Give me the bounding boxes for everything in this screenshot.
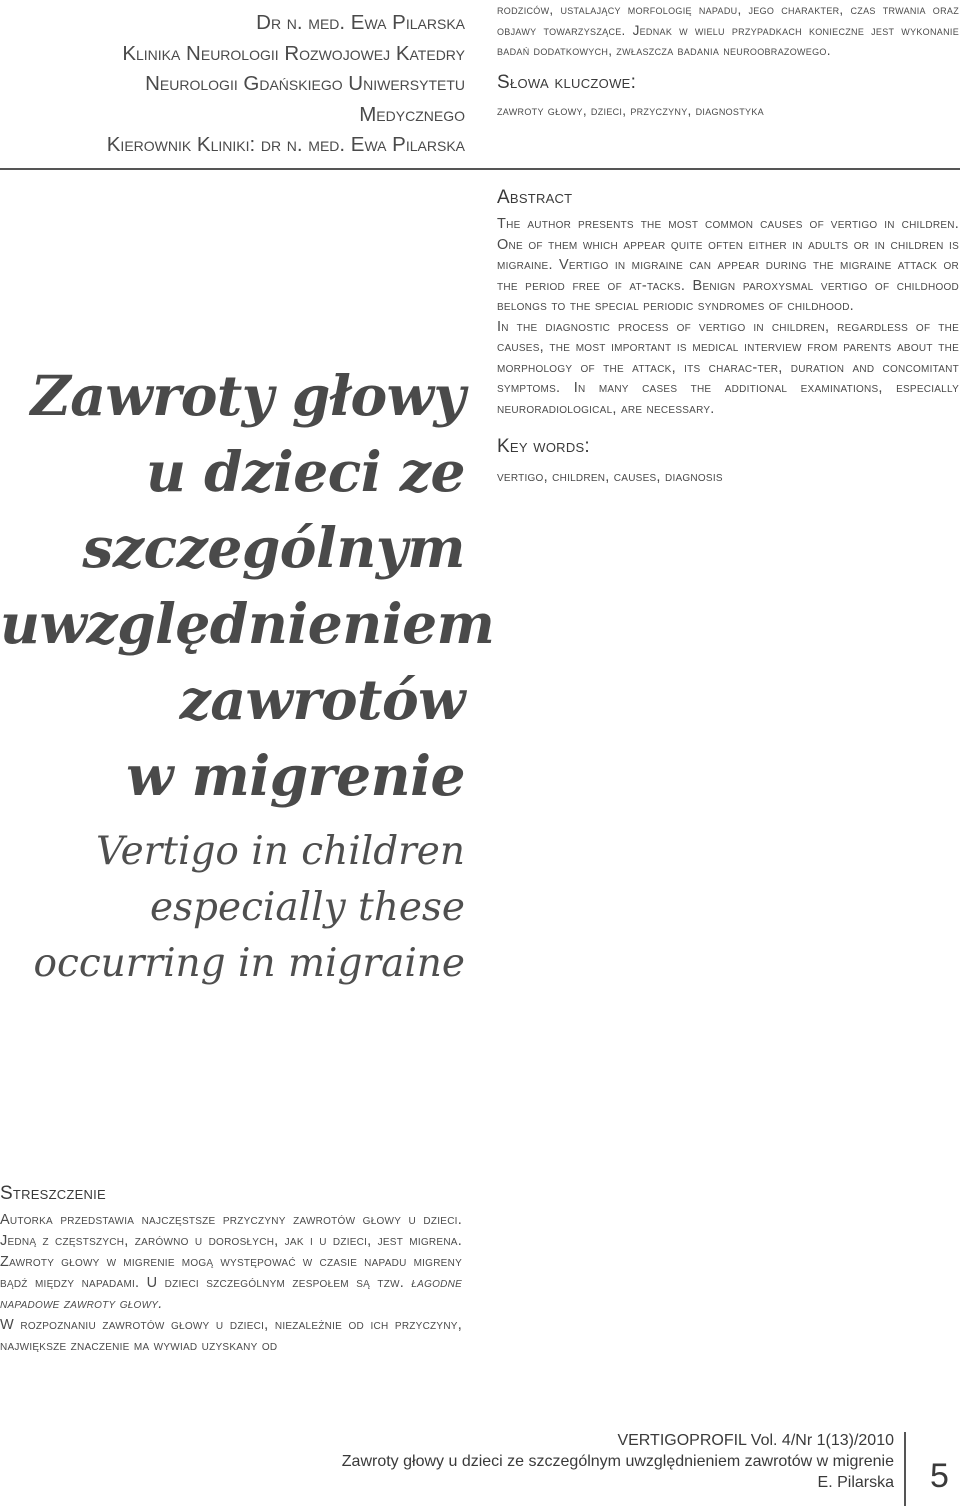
abstract-heading: Abstract [497, 187, 573, 208]
title-en-line: especially these [149, 885, 465, 930]
article-title [0, 358, 495, 992]
title-pl-line: Zawroty głowy [30, 363, 465, 428]
title-pl-line: w migrenie [126, 743, 465, 808]
abstract-paragraph: In the diagnostic process of vertigo in children, regardless of the causes, the most important is medical interview from parents about the morphology of the attack, its charac-ter, duration and concomitant symptoms. In many cases the additional examinations, especially neuroradiological, are necessary. [497, 318, 959, 417]
keywords-en-heading: Key words: [497, 436, 590, 457]
title-pl-line: szczególnym [82, 515, 465, 580]
title-pl-line: u dzieci ze [146, 439, 465, 504]
title-pl-line: zawrotów [179, 667, 465, 732]
author-block [0, 8, 465, 161]
streszczenie-paragraph [0, 1210, 462, 1315]
title-polish [0, 358, 495, 814]
streszczenie-paragraph: W rozpoznaniu zawrotów głowy u dzieci, niezależnie od ich przyczyny, największe znaczenie ma wywiad uzyskany od [0, 1317, 462, 1354]
author-name: Dr n. med. Ewa Pilarska [256, 11, 465, 34]
title-en-line: occurring in migraine [33, 941, 465, 986]
journal-info: VERTIGOPROFIL Vol. 4/Nr 1(13)/2010 [617, 1432, 894, 1449]
keywords-pl: zawroty głowy, dzieci, przyczyny, diagnostyka [497, 102, 764, 118]
affiliation-line-1: Klinika Neurologii Rozwojowej Katedry [122, 41, 465, 65]
streszczenie-text: Autorka przedstawia najczęstsze przyczyny zawrotów głowy u dzieci. Jedną z częstszych, zarówno u dorosłych, jak i u dzieci, jest migrena. Zawroty głowy w migrenie mogą występować w czasie napadu migreny bądź między napadami. U dzieci szczególnym zespołem są tzw. [0, 1212, 462, 1291]
page-number: 5 [930, 1457, 949, 1495]
streszczenie-heading: Streszczenie [0, 1183, 106, 1204]
affiliation-line-2: Neurologii Gdańskiego Uniwersytetu [145, 72, 465, 95]
streszczenie-continuation: rodziców, ustalający morfologię napadu, jego charakter, czas trwania oraz objawy towarzyszące. Jednak w wielu przypadkach konieczne jest wykonanie badań dodatkowych, zwłaszcza badania neuroobrazowego. [497, 2, 959, 58]
title-en-line: Vertigo in children [96, 829, 465, 874]
abstract-section [497, 184, 959, 488]
title-english [0, 824, 465, 992]
footer-divider [904, 1432, 906, 1506]
title-pl-line: uwzględnieniem [0, 591, 495, 656]
clinic-head: Kierownik Kliniki: dr n. med. Ewa Pilarska [106, 133, 465, 156]
running-author: E. Pilarska [817, 1474, 894, 1491]
abstract-paragraph: The author presents the most common causes of vertigo in children. One of them which appear quite often either in adults or in children is migraine. Vertigo in migraine can appear during the migraine attack or the period free of at-tacks. Benign paroxysmal vertigo of childhood belongs to the special periodic syndromes of childhood. [497, 216, 959, 314]
running-title: Zawroty głowy u dzieci ze szczególnym uwzględnieniem zawrotów w migrenie [341, 1453, 894, 1470]
affiliation-line-3: Medycznego [359, 102, 465, 126]
keywords-en: vertigo, children, causes, diagnosis [497, 469, 723, 485]
header-divider [0, 168, 960, 170]
streszczenie-section [0, 1180, 462, 1357]
streszczenie-italic: łagodne napadowe zawroty głowy. [0, 1275, 462, 1312]
page-footer [342, 1430, 894, 1493]
top-right-text [497, 0, 959, 121]
keywords-pl-heading: Słowa kluczowe: [497, 71, 637, 93]
